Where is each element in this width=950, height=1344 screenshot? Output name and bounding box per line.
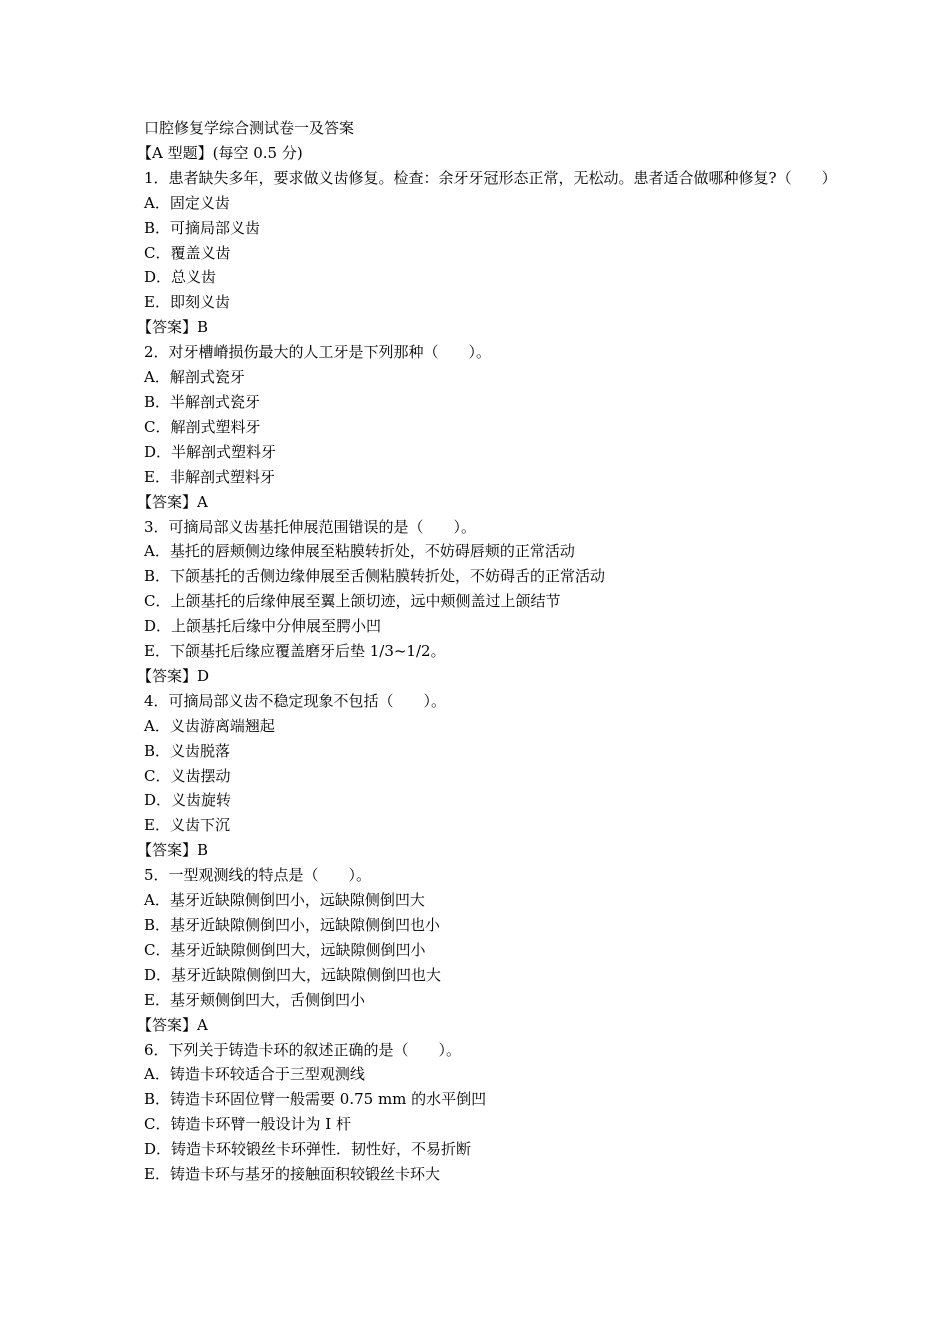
option: E．下颌基托后缘应覆盖磨牙后垫 1/3~1/2。 (144, 642, 446, 661)
option: A．解剖式瓷牙 (144, 368, 245, 387)
option: B．义齿脱落 (144, 741, 231, 760)
option: D．半解剖式塑料牙 (144, 442, 277, 461)
option: B．半解剖式瓷牙 (144, 392, 261, 411)
option: D．义齿旋转 (144, 791, 232, 810)
option: B．铸造卡环固位臂一般需要 0.75 mm 的水平倒凹 (144, 1090, 487, 1109)
option: A．基牙近缺隙侧倒凹小，远缺隙侧倒凹大 (144, 891, 425, 910)
option: C．基牙近缺隙侧倒凹大，远缺隙侧倒凹小 (144, 940, 426, 959)
question-stem: 6．下列关于铸造卡环的叙述正确的是（ ）。 (144, 1040, 462, 1059)
option: E．义齿下沉 (144, 816, 230, 835)
question-stem: 3．可摘局部义齿基托伸展范围错误的是（ ）。 (144, 517, 477, 536)
option: C．上颌基托的后缘伸展至翼上颌切迹，远中颊侧盖过上颌结节 (144, 592, 561, 611)
option: C．覆盖义齿 (144, 243, 231, 262)
option: E．铸造卡环与基牙的接触面积较锻丝卡环大 (144, 1165, 440, 1184)
option: B．下颌基托的舌侧边缘伸展至舌侧粘膜转折处，不妨碍舌的正常活动 (144, 567, 606, 586)
answer-line: 【答案】A (137, 1015, 208, 1034)
document-body (137, 116, 837, 1187)
option: E．非解剖式塑料牙 (144, 467, 275, 486)
option: A．固定义齿 (144, 193, 230, 212)
document-title: 口腔修复学综合测试卷一及答案 (144, 119, 355, 137)
option: C．解剖式塑料牙 (144, 417, 261, 436)
answer-line: 【答案】B (137, 318, 209, 337)
answer-line: 【答案】D (137, 666, 210, 685)
option: A．基托的唇颊侧边缘伸展至粘膜转折处，不妨碍唇颊的正常活动 (144, 542, 575, 561)
option: D．总义齿 (144, 268, 217, 287)
option: A．义齿游离端翘起 (144, 716, 275, 735)
answer-line: 【答案】A (137, 492, 208, 511)
option: C．铸造卡环臂一般设计为 I 杆 (144, 1115, 351, 1134)
option: B．可摘局部义齿 (144, 218, 261, 237)
option: E．基牙颊侧倒凹大，舌侧倒凹小 (144, 990, 365, 1009)
option: D．铸造卡环较锻丝卡环弹性．韧性好，不易折断 (144, 1140, 472, 1159)
question-stem: 2．对牙槽嵴损伤最大的人工牙是下列那种（ ）。 (144, 343, 492, 362)
option: D．基牙近缺隙侧倒凹大，远缺隙侧倒凹也大 (144, 965, 442, 984)
question-stem: 5．一型观测线的特点是（ ）。 (144, 866, 372, 885)
answer-line: 【答案】B (137, 841, 209, 860)
option: D．上颌基托后缘中分伸展至腭小凹 (144, 617, 382, 636)
option: C．义齿摆动 (144, 766, 231, 785)
question-stem: 4．可摘局部义齿不稳定现象不包括（ ）。 (144, 691, 447, 710)
option: A．铸造卡环较适合于三型观测线 (144, 1065, 365, 1084)
section-heading: 【A 型题】(每空 0.5 分) (137, 143, 303, 162)
question-stem: 1．患者缺失多年，要求做义齿修复。检查：余牙牙冠形态正常，无松动。患者适合做哪种修复?（ ） (144, 168, 837, 187)
option: E．即刻义齿 (144, 293, 230, 312)
option: B．基牙近缺隙侧倒凹小，远缺隙侧倒凹也小 (144, 916, 441, 934)
